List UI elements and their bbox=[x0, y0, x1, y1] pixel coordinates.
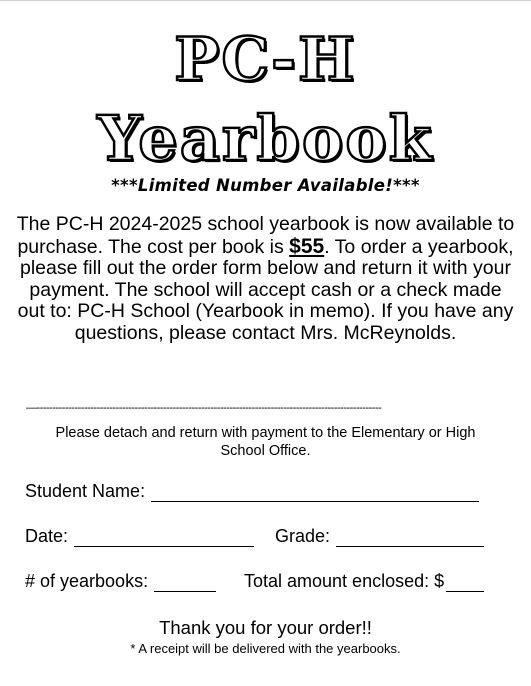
title-line-2: Yearbook bbox=[97, 102, 434, 175]
total-label: Total amount enclosed: $ bbox=[244, 571, 445, 591]
intro-text-start: The PC-H 2024-2025 school yearbook is now available to purchase. The cost per book is bbox=[16, 213, 515, 258]
student-name-field[interactable] bbox=[25, 480, 479, 502]
student-name-blank[interactable] bbox=[151, 483, 479, 502]
limited-notice: ***Limited Number Available!*** bbox=[111, 176, 420, 195]
date-blank[interactable] bbox=[74, 528, 254, 547]
grade-blank[interactable] bbox=[336, 528, 484, 547]
date-field[interactable] bbox=[25, 525, 254, 547]
cut-line: —------------------------------------------------------------------------------------------------------------- bbox=[26, 402, 382, 414]
total-blank[interactable] bbox=[446, 573, 484, 592]
title-line-1: PC-H bbox=[174, 25, 357, 95]
total-field[interactable] bbox=[244, 570, 484, 592]
grade-field[interactable] bbox=[275, 525, 484, 547]
thank-you: Thank you for your order!! bbox=[159, 617, 372, 638]
yearbooks-blank[interactable] bbox=[154, 573, 216, 592]
intro-paragraph bbox=[14, 214, 517, 345]
receipt-note: * A receipt will be delivered with the yearbooks. bbox=[130, 641, 401, 656]
intro-text-end: . To order a yearbook, please fill out the order form below and return it with your payment. The school will accept cash or a check made out to: PC-H School (Yearbook in memo). If you have any questions, please contact Mrs. McReynolds. bbox=[17, 235, 514, 344]
grade-label: Grade: bbox=[275, 526, 331, 546]
price: $55 bbox=[289, 234, 325, 258]
detach-instructions: Please detach and return with payment to the Elementary or High School Office. bbox=[55, 425, 476, 459]
yearbooks-label: # of yearbooks: bbox=[25, 571, 149, 591]
top-border bbox=[0, 0, 531, 1]
student-name-label: Student Name: bbox=[25, 481, 146, 501]
yearbooks-field[interactable] bbox=[25, 570, 216, 592]
date-label: Date: bbox=[25, 526, 69, 546]
